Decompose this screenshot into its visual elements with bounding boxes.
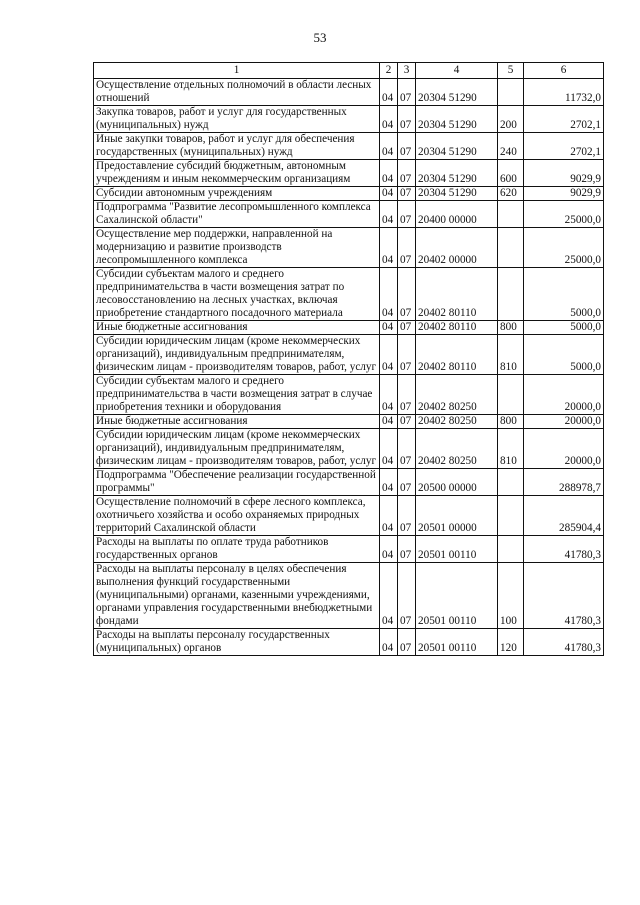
- row-subsection: 07: [398, 79, 416, 106]
- table-row: [94, 563, 604, 629]
- header-cell-2: 2: [380, 63, 398, 79]
- row-amount: 20000,0: [524, 429, 604, 469]
- row-subsection: 07: [398, 415, 416, 429]
- row-name: Расходы на выплаты персоналу в целях обеспечения выполнения функций государственными (муниципальными) органами, казенными учреждениями, органами управления государственными внебюджетными фондами: [94, 563, 380, 629]
- row-section: 04: [380, 268, 398, 321]
- row-amount: 285904,4: [524, 496, 604, 536]
- row-section: 04: [380, 133, 398, 160]
- row-amount: 25000,0: [524, 228, 604, 268]
- row-amount: 41780,3: [524, 629, 604, 656]
- row-expense-type: 800: [498, 321, 524, 335]
- row-section: 04: [380, 228, 398, 268]
- table-row: [94, 187, 604, 201]
- row-target-code: 20500 00000: [416, 469, 498, 496]
- row-amount: 5000,0: [524, 335, 604, 375]
- header-cell-1: 1: [94, 63, 380, 79]
- row-amount: 5000,0: [524, 268, 604, 321]
- row-amount: 9029,9: [524, 160, 604, 187]
- row-subsection: 07: [398, 228, 416, 268]
- table-row: [94, 106, 604, 133]
- row-amount: 20000,0: [524, 415, 604, 429]
- row-subsection: 07: [398, 429, 416, 469]
- row-name: Иные закупки товаров, работ и услуг для обеспечения государственных (муниципальных) нужд: [94, 133, 380, 160]
- row-target-code: 20501 00000: [416, 496, 498, 536]
- row-subsection: 07: [398, 563, 416, 629]
- row-name: Субсидии автономным учреждениям: [94, 187, 380, 201]
- table-row: [94, 375, 604, 415]
- row-expense-type: [498, 375, 524, 415]
- row-section: 04: [380, 106, 398, 133]
- row-section: 04: [380, 375, 398, 415]
- row-subsection: 07: [398, 160, 416, 187]
- row-section: 04: [380, 536, 398, 563]
- row-target-code: 20402 80110: [416, 268, 498, 321]
- row-name: Подпрограмма "Обеспечение реализации государственной программы": [94, 469, 380, 496]
- row-expense-type: 810: [498, 429, 524, 469]
- row-subsection: 07: [398, 496, 416, 536]
- row-expense-type: [498, 79, 524, 106]
- row-name: Подпрограмма "Развитие лесопромышленного комплекса Сахалинской области": [94, 201, 380, 228]
- row-expense-type: 100: [498, 563, 524, 629]
- row-section: 04: [380, 160, 398, 187]
- row-name: Субсидии юридическим лицам (кроме некоммерческих организаций), индивидуальным предпринимателям, физическим лицам - производителям товаров, работ, услуг: [94, 335, 380, 375]
- row-name: Субсидии юридическим лицам (кроме некоммерческих организаций), индивидуальным предпринимателям, физическим лицам - производителям товаров, работ, услуг: [94, 429, 380, 469]
- header-cell-3: 3: [398, 63, 416, 79]
- row-subsection: 07: [398, 187, 416, 201]
- table-row: [94, 228, 604, 268]
- row-target-code: 20304 51290: [416, 79, 498, 106]
- row-amount: 11732,0: [524, 79, 604, 106]
- row-amount: 20000,0: [524, 375, 604, 415]
- row-amount: 2702,1: [524, 106, 604, 133]
- row-amount: 25000,0: [524, 201, 604, 228]
- row-target-code: 20304 51290: [416, 106, 498, 133]
- row-expense-type: 240: [498, 133, 524, 160]
- row-section: 04: [380, 187, 398, 201]
- row-name: Субсидии субъектам малого и среднего предпринимательства в части возмещения затрат по лесовосстановлению на лесных участках, включая приобретение стандартного посадочного материала: [94, 268, 380, 321]
- row-subsection: 07: [398, 375, 416, 415]
- row-expense-type: 200: [498, 106, 524, 133]
- row-target-code: 20304 51290: [416, 160, 498, 187]
- row-subsection: 07: [398, 335, 416, 375]
- table-row: [94, 79, 604, 106]
- row-name: Иные бюджетные ассигнования: [94, 415, 380, 429]
- header-row: [94, 63, 604, 79]
- row-expense-type: [498, 201, 524, 228]
- row-target-code: 20400 00000: [416, 201, 498, 228]
- row-target-code: 20402 80110: [416, 321, 498, 335]
- row-expense-type: 800: [498, 415, 524, 429]
- page-number: 53: [313, 30, 327, 45]
- row-section: 04: [380, 335, 398, 375]
- row-expense-type: 600: [498, 160, 524, 187]
- row-expense-type: 810: [498, 335, 524, 375]
- row-expense-type: [498, 536, 524, 563]
- budget-table: [93, 62, 604, 656]
- header-cell-4: 4: [416, 63, 498, 79]
- row-target-code: 20402 80250: [416, 415, 498, 429]
- row-subsection: 07: [398, 321, 416, 335]
- row-amount: 288978,7: [524, 469, 604, 496]
- table-row: [94, 321, 604, 335]
- row-expense-type: 620: [498, 187, 524, 201]
- row-target-code: 20304 51290: [416, 187, 498, 201]
- row-expense-type: 120: [498, 629, 524, 656]
- row-name: Осуществление полномочий в сфере лесного комплекса, охотничьего хозяйства и особо охраняемых природных территорий Сахалинской области: [94, 496, 380, 536]
- row-expense-type: [498, 469, 524, 496]
- row-target-code: 20501 00110: [416, 629, 498, 656]
- row-expense-type: [498, 268, 524, 321]
- table-row: [94, 496, 604, 536]
- row-subsection: 07: [398, 106, 416, 133]
- row-target-code: 20402 80110: [416, 335, 498, 375]
- row-amount: 41780,3: [524, 536, 604, 563]
- row-section: 04: [380, 321, 398, 335]
- table-row: [94, 469, 604, 496]
- row-name: Осуществление мер поддержки, направленной на модернизацию и развитие производств лесопромышленного комплекса: [94, 228, 380, 268]
- table-row: [94, 201, 604, 228]
- row-subsection: 07: [398, 536, 416, 563]
- row-target-code: 20402 80250: [416, 429, 498, 469]
- row-name: Закупка товаров, работ и услуг для государственных (муниципальных) нужд: [94, 106, 380, 133]
- row-name: Предоставление субсидий бюджетным, автономным учреждениям и иным некоммерческим организациям: [94, 160, 380, 187]
- row-target-code: 20402 80250: [416, 375, 498, 415]
- row-section: 04: [380, 429, 398, 469]
- row-section: 04: [380, 563, 398, 629]
- row-amount: 2702,1: [524, 133, 604, 160]
- row-name: Расходы на выплаты персоналу государственных (муниципальных) органов: [94, 629, 380, 656]
- table-row: [94, 268, 604, 321]
- row-target-code: 20501 00110: [416, 536, 498, 563]
- row-subsection: 07: [398, 469, 416, 496]
- row-section: 04: [380, 469, 398, 496]
- header-cell-6: 6: [524, 63, 604, 79]
- row-name: Иные бюджетные ассигнования: [94, 321, 380, 335]
- row-subsection: 07: [398, 201, 416, 228]
- row-section: 04: [380, 415, 398, 429]
- row-name: Расходы на выплаты по оплате труда работников государственных органов: [94, 536, 380, 563]
- row-subsection: 07: [398, 629, 416, 656]
- row-amount: 5000,0: [524, 321, 604, 335]
- row-expense-type: [498, 228, 524, 268]
- table-row: [94, 536, 604, 563]
- row-section: 04: [380, 79, 398, 106]
- header-cell-5: 5: [498, 63, 524, 79]
- row-name: Субсидии субъектам малого и среднего предпринимательства в части возмещения затрат в случае приобретения техники и оборудования: [94, 375, 380, 415]
- row-section: 04: [380, 496, 398, 536]
- row-subsection: 07: [398, 268, 416, 321]
- table-row: [94, 415, 604, 429]
- table-row: [94, 335, 604, 375]
- row-expense-type: [498, 496, 524, 536]
- row-subsection: 07: [398, 133, 416, 160]
- row-target-code: 20501 00110: [416, 563, 498, 629]
- row-amount: 41780,3: [524, 563, 604, 629]
- row-name: Осуществление отдельных полномочий в области лесных отношений: [94, 79, 380, 106]
- row-target-code: 20304 51290: [416, 133, 498, 160]
- table-row: [94, 133, 604, 160]
- row-target-code: 20402 00000: [416, 228, 498, 268]
- row-section: 04: [380, 201, 398, 228]
- table-row: [94, 629, 604, 656]
- table-row: [94, 160, 604, 187]
- row-section: 04: [380, 629, 398, 656]
- row-amount: 9029,9: [524, 187, 604, 201]
- table-row: [94, 429, 604, 469]
